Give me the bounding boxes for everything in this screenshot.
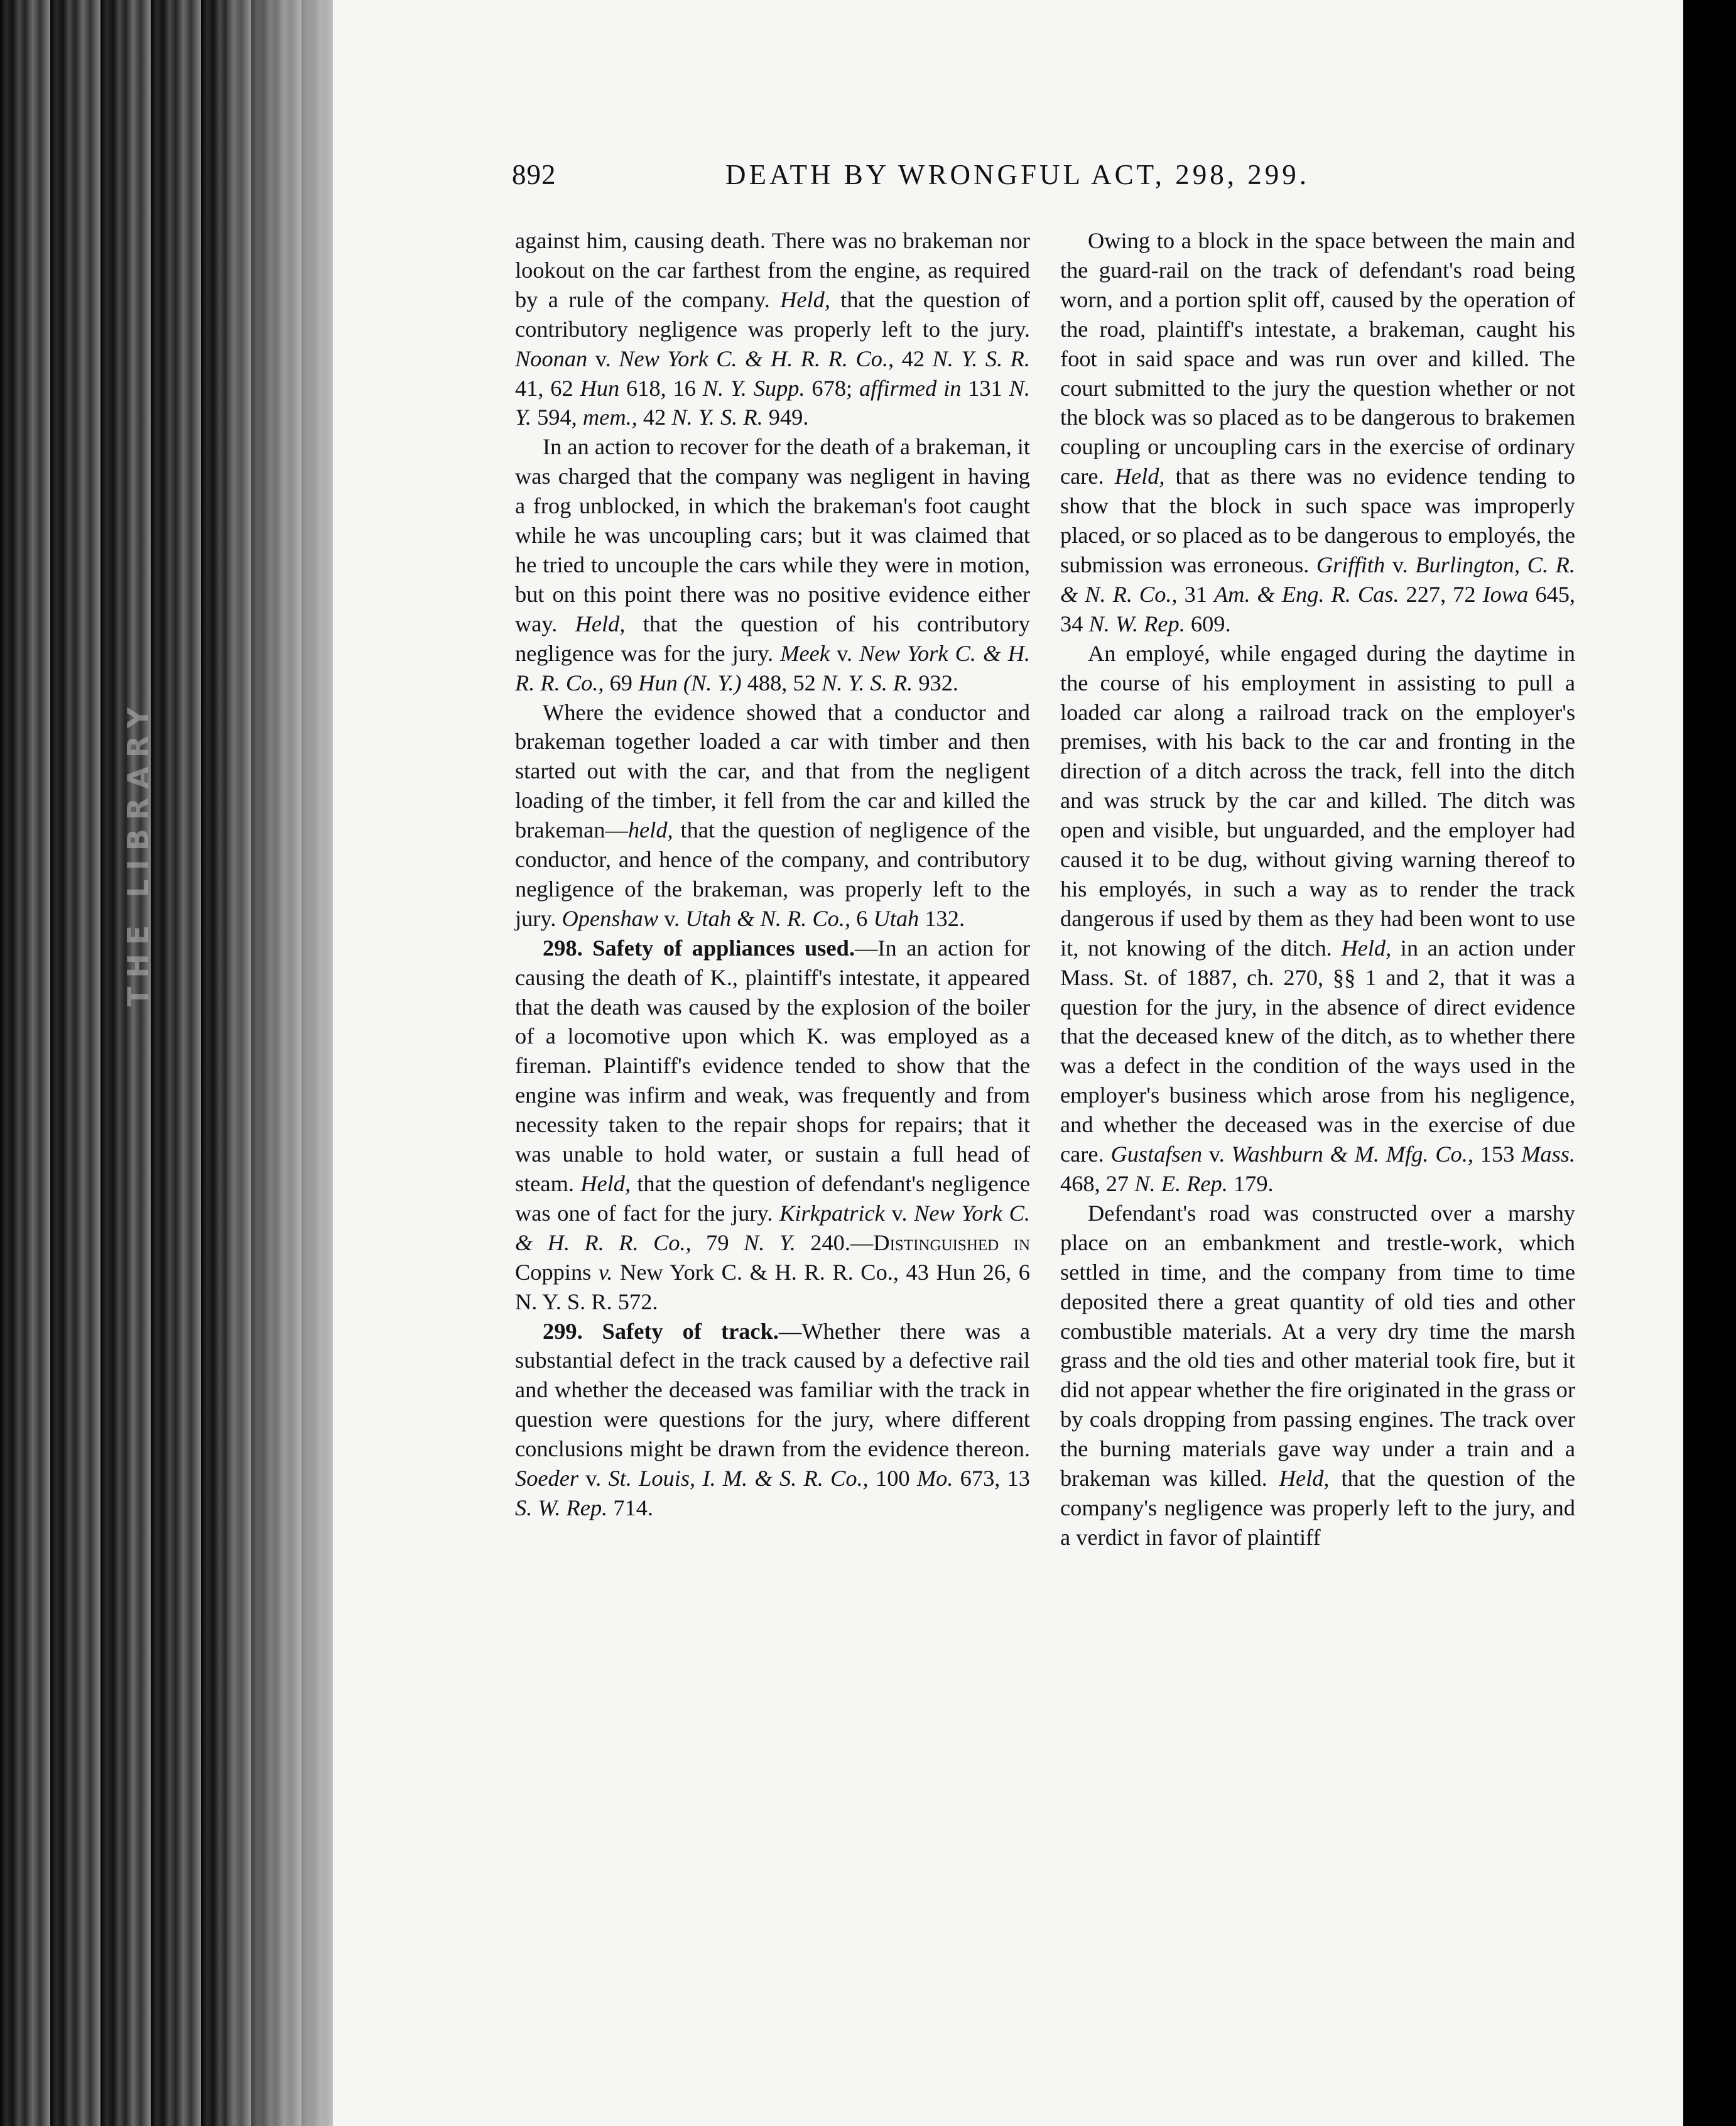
left-column: [515, 226, 1030, 1523]
page-header: [512, 158, 1360, 196]
section-number: 298.: [543, 935, 583, 961]
paragraph-openshaw: Where the evidence showed that a conductor and brakeman together loaded a car with timber and then started out with the car, and that from the negligent loading of the timber, it fell from the car and killed the brakeman—held, that the question of negligence of the conductor, and hence of the company, and contributory negligence of the brakeman, was properly left to the jury. Openshaw v. Utah & N. R. Co., 6 Utah 132.: [515, 699, 1030, 931]
section-number: 299.: [543, 1318, 583, 1344]
paragraph-noonan: against him, causing death. There was no brakeman nor lookout on the car farthest from the engine, as required by a rule of the company. Held, that the question of contributory negligence was properly left to the jury. Noonan v. New York C. & H. R. R. Co., 42 N. Y. S. R. 41, 62 Hun 618, 16 N. Y. Supp. 678; affirmed in 131 N. Y. 594, mem., 42 N. Y. S. R. 949.: [515, 228, 1031, 430]
running-title: DEATH BY WRONGFUL ACT, 298, 299.: [725, 159, 1310, 190]
library-stamp-text: THE LIBRARY: [121, 698, 155, 1007]
section-299: 299. Safety of track.—Whether there was a substantial defect in the track caused by a defective rail and whether the deceased was familiar with the track in question were questions for the jury, where different conclusions might be drawn from the evidence thereon. Soeder v. St. Louis, I. M. & S. R. Co., 100 Mo. 673, 13 S. W. Rep. 714.: [515, 1318, 1030, 1520]
page-number: 892: [512, 159, 556, 190]
paragraph-marsh-fire: Defendant's road was constructed over a marshy place on an embankment and trestle-work, which settled in time, and the company from time to time deposited there a great quantity of old ties and other combustible materials. At a very dry time the marsh grass and the old ties and other material took fire, but it did not appear whether the fire originated in the grass or by coals dropping from passing engines. The track over the burning materials gave way under a train and a brakeman was killed. Held, that the question of the company's negligence was properly left to the jury, and a verdict in favor of plaintiff: [1060, 1200, 1576, 1550]
library-stamp: [94, 553, 155, 1181]
paragraph-gustafsen: An employé, while engaged during the daytime in the course of his employment in assisting to pull a loaded car along a railroad track on the employer's premises, with his back to the car and fronting in the direction of a ditch across the track, fell into the ditch and was struck by the car and killed. The ditch was open and visible, but unguarded, and the employer had caused it to be dug, without giving warning thereof to his employés, in such a way as to render the track dangerous if used by them as they had been wont to use it, not knowing of the ditch. Held, in an action under Mass. St. of 1887, ch. 270, §§ 1 and 2, that it was a question for the jury, in the absence of direct evidence that the deceased knew of the ditch, as to whether there was a defect in the condition of the ways used in the employer's business which arose from his negligence, and whether the deceased was in the exercise of due care. Gustafsen v. Washburn & M. Mfg. Co., 153 Mass. 468, 27 N. E. Rep. 179.: [1060, 640, 1576, 1196]
right-column: [1060, 226, 1575, 1552]
paragraph-griffith: Owing to a block in the space between the main and the guard-rail on the track of defendant's road being worn, and a portion split off, caused by the operation of the road, plaintiff's intestate, a brakeman, caught his foot in said space and was run over and killed. The court submitted to the jury the question whether or not the block was so placed as to be dangerous to brakemen coupling or uncoupling cars in the exercise of ordinary care. Held, that as there was no evidence tending to show that the block in such space was improperly placed, or so placed as to be dangerous to employés, the submission was erroneous. Griffith v. Burlington, C. R. & N. R. Co., 31 Am. & Eng. R. Cas. 227, 72 Iowa 645, 34 N. W. Rep. 609.: [1060, 228, 1576, 636]
section-298: 298. Safety of appliances used.—In an action for causing the death of K., plaintiff's intestate, it appeared that the death was caused by the explosion of the boiler of a locomotive upon which K. was employed as a fireman. Plaintiff's evidence tended to show that the engine was infirm and weak, was frequently and from necessity taken to the repair shops for repairs; that it was unable to hold water, or sustain a full head of steam. Held, that the question of defendant's negligence was one of fact for the jury. Kirkpatrick v. New York C. & H. R. R. Co., 79 N. Y. 240.—Distinguished in Coppins v. New York C. & H. R. R. Co., 43 Hun 26, 6 N. Y. S. R. 572.: [515, 935, 1031, 1314]
paragraph-meek: In an action to recover for the death of a brakeman, it was charged that the company was negligent in having a frog unblocked, in which the brakeman's foot caught while he was uncoupling cars; but it was claimed that he tried to uncouple the cars while they were in motion, but on this point there was no positive evidence either way. Held, that the question of his contributory negligence was for the jury. Meek v. New York C. & H. R. R. Co., 69 Hun (N. Y.) 488, 52 N. Y. S. R. 932.: [515, 434, 1030, 695]
right-margin-shadow: [1683, 0, 1736, 2126]
section-heading: Safety of appliances used.: [582, 935, 855, 961]
section-heading: Safety of track.: [582, 1318, 779, 1344]
book-edge-shading: [226, 0, 339, 2126]
